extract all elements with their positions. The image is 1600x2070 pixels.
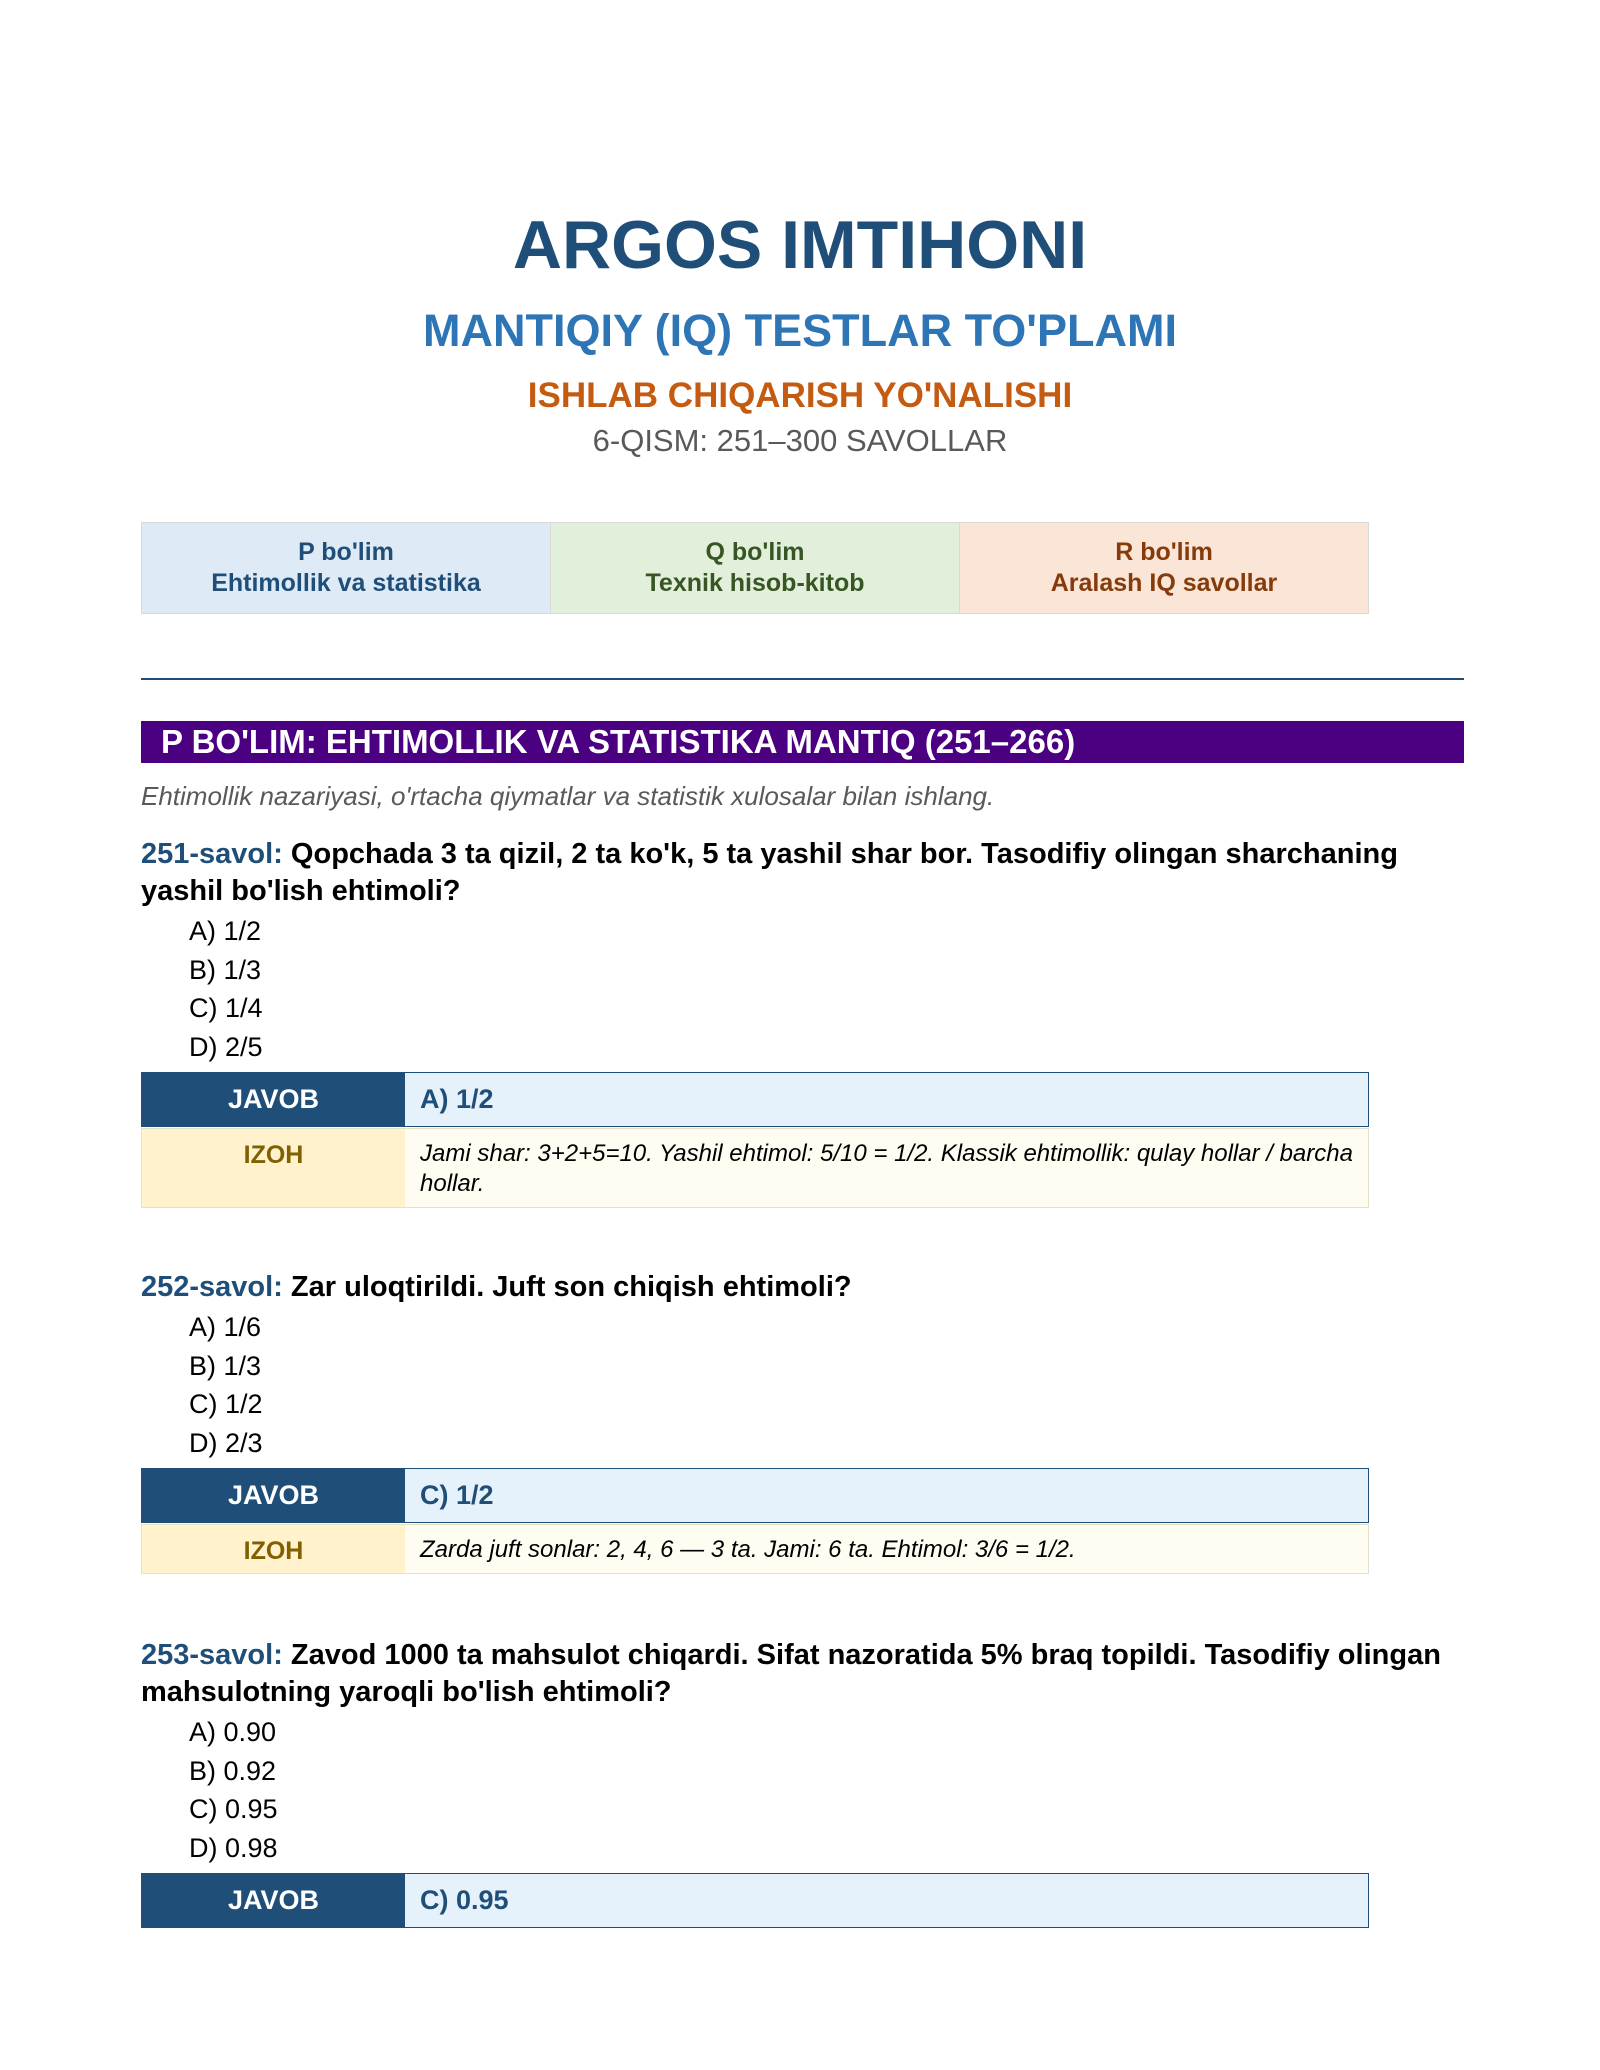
explanation-text: Jami shar: 3+2+5=10. Yashil ehtimol: 5/10 = 1/2. Klassik ehtimollik: qulay hollar / barcha hollar. [405,1129,1368,1207]
answer-value: C) 1/2 [405,1469,1368,1522]
question-text [141,1269,1464,1306]
section-cell-r [960,523,1368,613]
document-title: ARGOS IMTIHONI [512,207,1088,283]
options-list [189,1308,1464,1462]
section-name: R bo'lim [1115,538,1213,566]
question-number: 251-savol: [141,838,283,870]
explanation-text: Zarda juft sonlar: 2, 4, 6 — 3 ta. Jami: 6 ta. Ehtimol: 3/6 = 1/2. [405,1525,1368,1573]
options-list [189,912,1464,1066]
section-banner: P BO'LIM: EHTIMOLLIK VA STATISTIKA MANTIQ (251–266) [141,721,1464,763]
explanation-label: IZOH [142,1525,405,1573]
option-item: C) 1/2 [189,1389,263,1419]
answer-value: C) 0.95 [405,1874,1368,1927]
answer-label: JAVOB [142,1469,405,1522]
answer-row [141,1072,1369,1127]
option-item: C) 1/4 [189,993,263,1023]
option-item: A) 1/2 [189,916,262,946]
question-body: Qopchada 3 ta qizil, 2 ta ko'k, 5 ta yashil shar bor. Tasodifiy olingan sharchaning yashil bo'lish ehtimoli? [141,838,1398,907]
explanation-label: IZOH [142,1129,405,1207]
question-number: 253-savol: [141,1639,283,1671]
option-item: B) 1/3 [189,1350,262,1381]
answer-row [141,1468,1369,1523]
option-item: A) 0.90 [189,1717,277,1747]
question-text [141,1637,1464,1711]
question-block [141,836,1464,1208]
section-cell-q [551,523,960,613]
section-note: Ehtimollik nazariyasi, o'rtacha qiymatlar va statistik xulosalar bilan ishlang. [141,781,995,811]
option-item: B) 0.92 [189,1755,277,1786]
answer-label: JAVOB [142,1874,405,1927]
horizontal-divider [141,678,1464,680]
question-text [141,836,1464,910]
options-list [189,1713,1464,1867]
answer-value: A) 1/2 [405,1073,1368,1126]
explanation-row [141,1524,1369,1574]
part-heading: 6-QISM: 251–300 SAVOLLAR [592,423,1008,458]
section-topic: Texnik hisob-kitob [645,569,865,597]
answer-label: JAVOB [142,1073,405,1126]
section-name: P bo'lim [298,538,394,566]
answer-row [141,1873,1369,1928]
option-item: C) 0.95 [189,1794,278,1824]
option-item: D) 2/5 [189,1031,263,1062]
question-body: Zavod 1000 ta mahsulot chiqardi. Sifat nazoratida 5% braq topildi. Tasodifiy olingan mahsulotning yaroqli bo'lish ehtimoli? [141,1639,1441,1708]
section-cell-p [142,523,551,613]
document-subtitle: MANTIQIY (IQ) TESTLAR TO'PLAMI [422,305,1177,356]
question-number: 252-savol: [141,1271,283,1303]
question-block [141,1637,1464,1928]
question-body: Zar uloqtirildi. Juft son chiqish ehtimoli? [290,1271,852,1303]
section-topic: Aralash IQ savollar [1050,569,1278,597]
direction-heading: ISHLAB CHIQARISH YO'NALISHI [527,376,1073,415]
option-item: D) 2/3 [189,1427,263,1458]
explanation-row [141,1128,1369,1208]
option-item: A) 1/6 [189,1312,262,1342]
sections-table [141,522,1369,614]
option-item: B) 1/3 [189,954,262,985]
option-item: D) 0.98 [189,1832,278,1863]
section-name: Q bo'lim [705,538,805,566]
section-topic: Ehtimollik va statistika [211,569,481,597]
question-block [141,1269,1464,1574]
